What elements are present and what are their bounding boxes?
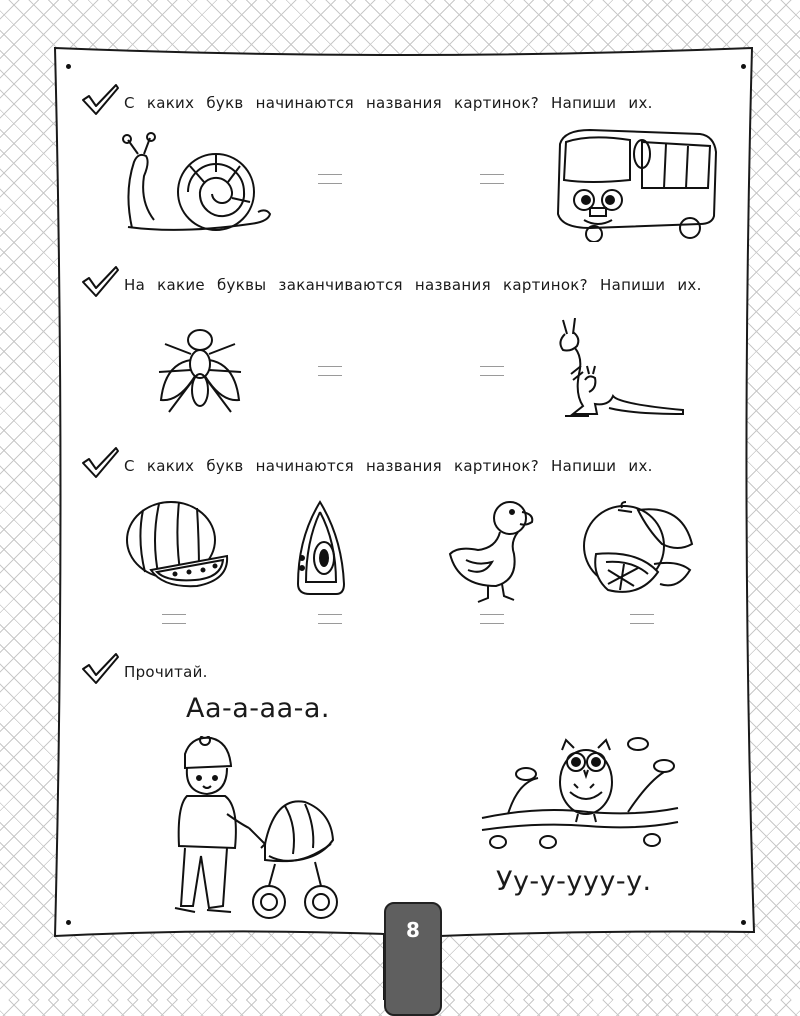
task-4 [80,651,208,685]
page-number: 8 [406,918,420,942]
task-1-instruction: С каких букв начинаются названия картинок? Напиши их. [124,94,653,112]
orange-icon [578,500,698,600]
answer-blank-5[interactable] [162,614,186,624]
task-3 [80,445,653,479]
watermelon-icon [123,500,233,590]
owl-on-branch-icon [478,722,683,857]
checkmark-icon [80,651,120,685]
task-3-instruction: С каких букв начинаются названия картинок? Напиши их. [124,457,653,475]
answer-blank-7[interactable] [480,614,504,624]
answer-blank-4[interactable] [480,366,504,376]
answer-blank-6[interactable] [318,614,342,624]
reading-line-2: Уу-у-ууу-у. [496,866,652,897]
pin-bottom-right [741,920,746,925]
pin-bottom-left [66,920,71,925]
kangaroo-icon [553,318,688,420]
task-2-instruction: На какие буквы заканчиваются названия картинок? Напиши их. [124,276,702,294]
answer-blank-2[interactable] [480,174,504,184]
fly-icon [155,324,245,416]
duck-icon [448,496,534,604]
answer-blank-8[interactable] [630,614,654,624]
answer-blank-1[interactable] [318,174,342,184]
checkmark-icon [80,82,120,116]
bus-icon [550,124,720,242]
checkmark-icon [80,264,120,298]
iron-icon [290,498,350,598]
pin-top-left [66,64,71,69]
reading-line-1: Аа-а-аа-а. [186,693,331,724]
task-2 [80,264,702,298]
girl-with-stroller-icon [165,736,345,926]
snail-icon [120,132,275,237]
task-1 [80,82,653,116]
answer-blank-3[interactable] [318,366,342,376]
checkmark-icon [80,445,120,479]
pin-top-right [741,64,746,69]
task-4-instruction: Прочитай. [124,663,208,681]
